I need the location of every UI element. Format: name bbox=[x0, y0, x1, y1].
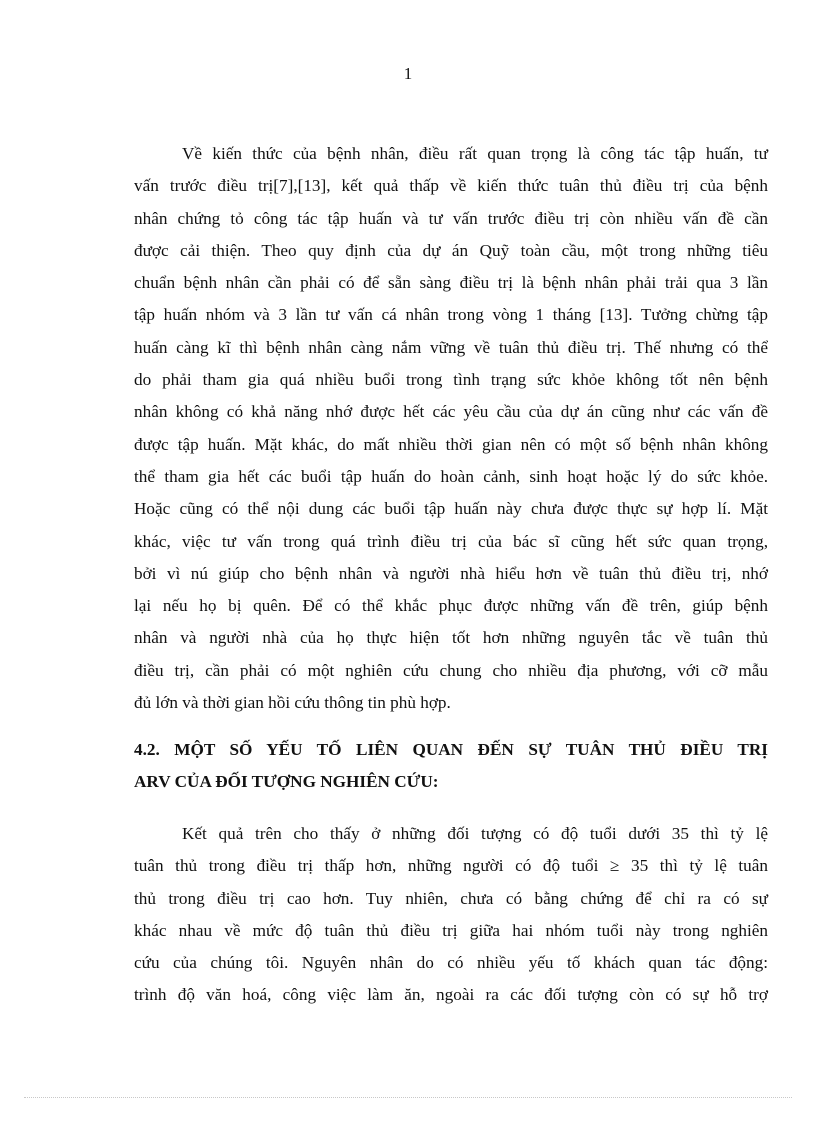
paragraph-line: cứu của chúng tôi. Nguyên nhân do có nhiều yếu tố khách quan tác động: bbox=[134, 953, 768, 973]
body-paragraph-1 bbox=[134, 138, 768, 719]
paragraph-line: được cải thiện. Theo quy định của dự án Quỹ toàn cầu, một trong những tiêu bbox=[134, 240, 768, 260]
paragraph-line: do phải tham gia quá nhiều buổi trong tình trạng sức khỏe không tốt nên bệnh bbox=[134, 370, 768, 390]
body-paragraph-2 bbox=[134, 818, 768, 1012]
paragraph-line: chuẩn bệnh nhân cần phải có để sẵn sàng điều trị là bệnh nhân phải trải qua 3 lần bbox=[134, 273, 768, 293]
paragraph-line: trình độ văn hoá, công việc làm ăn, ngoài ra các đối tượng còn có sự hỗ trợ bbox=[134, 985, 768, 1005]
paragraph-line: thủ trong điều trị cao hơn. Tuy nhiên, chưa có bằng chứng để chỉ ra có sự bbox=[134, 888, 768, 908]
paragraph-line: vấn trước điều trị[7],[13], kết quả thấp về kiến thức tuân thủ điều trị của bệnh bbox=[134, 176, 768, 196]
paragraph-line: Hoặc cũng có thể nội dung các buổi tập huấn này chưa được thực sự hợp lí. Mặt bbox=[134, 499, 768, 519]
paragraph-line: Kết quả trên cho thấy ở những đối tượng có độ tuổi dưới 35 thì tỷ lệ bbox=[182, 824, 768, 843]
paragraph-line: nhân không có khả năng nhớ được hết các yêu cầu của dự án cũng như các vấn đề bbox=[134, 402, 768, 422]
paragraph-line: nhân và người nhà của họ thực hiện tốt hơn những nguyên tắc về tuân thủ bbox=[134, 628, 768, 648]
heading-line: ARV CỦA ĐỐI TƯỢNG NGHIÊN CỨU: bbox=[134, 772, 439, 791]
paragraph-line: tuân thủ trong điều trị thấp hơn, những người có độ tuổi ≥ 35 thì tỷ lệ tuân bbox=[134, 856, 768, 876]
page-number: 1 bbox=[403, 64, 413, 83]
section-heading bbox=[134, 734, 768, 798]
paragraph-line: Về kiến thức của bệnh nhân, điều rất quan trọng là công tác tập huấn, tư bbox=[182, 144, 768, 163]
paragraph-line: khác, việc tư vấn trong quá trình điều trị của bác sĩ cũng hết sức quan trọng, bbox=[134, 531, 768, 551]
footer-divider bbox=[24, 1097, 792, 1098]
paragraph-line: huấn càng kĩ thì bệnh nhân càng nắm vững về tuân thủ điều trị. Thế nhưng có thể bbox=[134, 337, 768, 357]
paragraph-line: tập huấn nhóm và 3 lần tư vấn cá nhân trong vòng 1 tháng [13]. Tưởng chừng tập bbox=[134, 305, 768, 325]
paragraph-line: thể tham gia hết các buổi tập huấn do hoàn cảnh, sinh hoạt hoặc lý do sức khỏe. bbox=[134, 466, 768, 486]
heading-line: 4.2. MỘT SỐ YẾU TỐ LIÊN QUAN ĐẾN SỰ TUÂN THỦ ĐIỀU TRỊ bbox=[134, 740, 768, 759]
paragraph-line: lại nếu họ bị quên. Để có thể khắc phục được những vấn đề trên, giúp bệnh bbox=[134, 596, 768, 616]
paragraph-line: nhân chứng tỏ công tác tập huấn và tư vấn trước điều trị còn nhiều vấn đề cần bbox=[134, 208, 768, 228]
paragraph-line: điều trị, cần phải có một nghiên cứu chung cho nhiều địa phương, với cỡ mẫu bbox=[134, 660, 768, 680]
paragraph-line: đủ lớn và thời gian hồi cứu thông tin phù hợp. bbox=[134, 693, 451, 713]
paragraph-line: bởi vì nú giúp cho bệnh nhân và người nhà hiểu hơn về tuân thủ điều trị, nhớ bbox=[134, 563, 768, 583]
paragraph-line: khác nhau về mức độ tuân thủ điều trị giữa hai nhóm tuổi này trong nghiên bbox=[134, 920, 768, 940]
paragraph-line: được tập huấn. Mặt khác, do mất nhiều thời gian nên có một số bệnh nhân không bbox=[134, 434, 768, 454]
